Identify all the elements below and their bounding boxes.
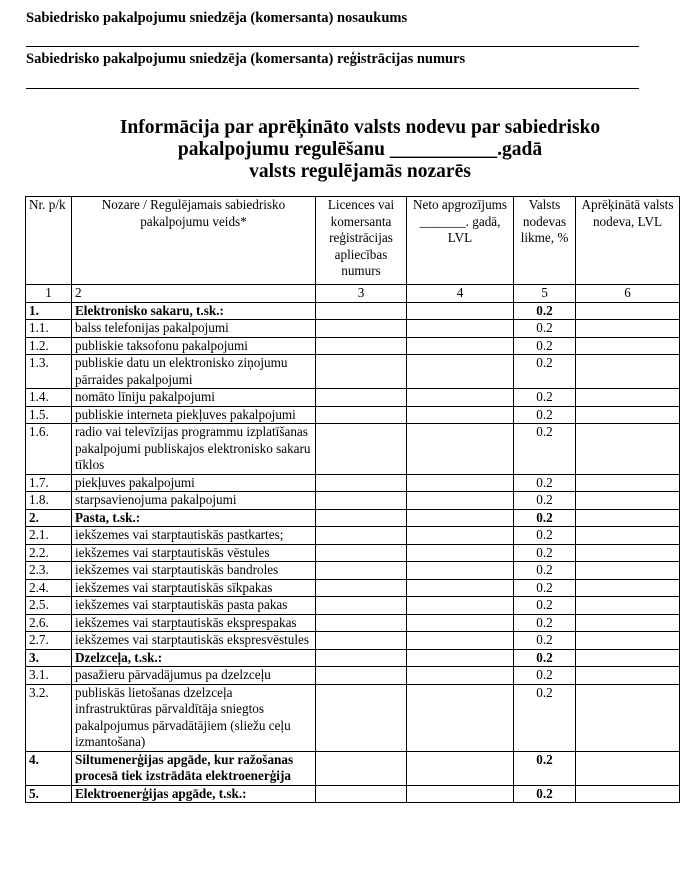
license-number-cell[interactable] [316, 684, 407, 751]
license-number-cell[interactable] [316, 649, 407, 667]
column-number: 1 [26, 285, 72, 303]
fee-rate-cell: 0.2 [514, 424, 576, 475]
table-row [26, 684, 680, 751]
row-sector-name: Pasta, t.sk.: [72, 509, 316, 527]
title-line-2: pakalpojumu regulēšanu ___________.gadā [177, 139, 543, 160]
column-number: 2 [72, 285, 316, 303]
license-number-cell[interactable] [316, 389, 407, 407]
license-number-cell[interactable] [316, 785, 407, 803]
row-sector-name: iekšzemes vai starptautiskās pastkartes; [72, 527, 316, 545]
fee-rate-cell: 0.2 [514, 667, 576, 685]
calculated-fee-cell[interactable] [576, 751, 680, 785]
row-number: 1.3. [26, 355, 72, 389]
fee-rate-cell: 0.2 [514, 527, 576, 545]
row-sector-name: radio vai televīzijas programmu izplatīšanas pakalpojumi publiskajos elektronisko sakaru tīklos [72, 424, 316, 475]
row-sector-name: Elektronisko sakaru, t.sk.: [72, 302, 316, 320]
row-number: 4. [26, 751, 72, 785]
net-turnover-cell[interactable] [407, 785, 514, 803]
fee-rate-cell: 0.2 [514, 320, 576, 338]
header-sector: Nozare / Regulējamais sabiedrisko pakalpojumu veids* [72, 197, 316, 285]
calculated-fee-cell[interactable] [576, 406, 680, 424]
net-turnover-cell[interactable] [407, 544, 514, 562]
row-sector-name: starpsavienojuma pakalpojumi [72, 492, 316, 510]
net-turnover-cell[interactable] [407, 751, 514, 785]
table-row [26, 474, 680, 492]
calculated-fee-cell[interactable] [576, 302, 680, 320]
fee-rate-cell: 0.2 [514, 562, 576, 580]
calculated-fee-cell[interactable] [576, 579, 680, 597]
row-sector-name: publiskie datu un elektronisko ziņojumu pārraides pakalpojumi [72, 355, 316, 389]
calculated-fee-cell[interactable] [576, 785, 680, 803]
calculated-fee-cell[interactable] [576, 544, 680, 562]
calculated-fee-cell[interactable] [576, 320, 680, 338]
calculated-fee-cell[interactable] [576, 389, 680, 407]
license-number-cell[interactable] [316, 544, 407, 562]
header-turnover: Neto apgrozījums _______. gadā, LVL [407, 197, 514, 285]
fee-rate-cell: 0.2 [514, 597, 576, 615]
row-number: 1.2. [26, 337, 72, 355]
row-number: 1. [26, 302, 72, 320]
row-sector-name: pasažieru pārvadājumus pa dzelzceļu [72, 667, 316, 685]
row-number: 1.8. [26, 492, 72, 510]
column-number: 6 [576, 285, 680, 303]
column-number: 5 [514, 285, 576, 303]
calculated-fee-cell[interactable] [576, 649, 680, 667]
license-number-cell[interactable] [316, 406, 407, 424]
license-number-cell[interactable] [316, 667, 407, 685]
license-number-cell[interactable] [316, 492, 407, 510]
net-turnover-cell[interactable] [407, 320, 514, 338]
row-sector-name: iekšzemes vai starptautiskās pasta pakas [72, 597, 316, 615]
fee-rate-cell: 0.2 [514, 355, 576, 389]
table-row [26, 492, 680, 510]
header-license: Licences vai komersanta reģistrācijas apliecības numurs [316, 197, 407, 285]
table-row [26, 597, 680, 615]
page-title [40, 117, 680, 183]
calculated-fee-cell[interactable] [576, 337, 680, 355]
fee-table [25, 196, 680, 803]
fee-rate-cell: 0.2 [514, 544, 576, 562]
net-turnover-cell[interactable] [407, 632, 514, 650]
row-sector-name: iekšzemes vai starptautiskās sīkpakas [72, 579, 316, 597]
table-row [26, 355, 680, 389]
net-turnover-cell[interactable] [407, 389, 514, 407]
row-number: 2.6. [26, 614, 72, 632]
fee-rate-cell: 0.2 [514, 406, 576, 424]
table-row [26, 302, 680, 320]
row-number: 1.1. [26, 320, 72, 338]
company-name-label: Sabiedrisko pakalpojumu sniedzēja (komersanta) nosaukums [26, 10, 408, 26]
net-turnover-cell[interactable] [407, 492, 514, 510]
fee-rate-cell: 0.2 [514, 579, 576, 597]
header-rate: Valsts nodevas likme, % [514, 197, 576, 285]
row-number: 3.2. [26, 684, 72, 751]
calculated-fee-cell[interactable] [576, 424, 680, 475]
fee-rate-cell: 0.2 [514, 492, 576, 510]
net-turnover-cell[interactable] [407, 684, 514, 751]
license-number-cell[interactable] [316, 302, 407, 320]
table-row [26, 527, 680, 545]
row-sector-name: nomāto līniju pakalpojumi [72, 389, 316, 407]
row-sector-name: Dzelzceļa, t.sk.: [72, 649, 316, 667]
fee-rate-cell: 0.2 [514, 632, 576, 650]
row-sector-name: iekšzemes vai starptautiskās eksprespakas [72, 614, 316, 632]
license-number-cell[interactable] [316, 751, 407, 785]
row-number: 1.4. [26, 389, 72, 407]
row-number: 2.3. [26, 562, 72, 580]
license-number-cell[interactable] [316, 474, 407, 492]
license-number-cell[interactable] [316, 509, 407, 527]
net-turnover-cell[interactable] [407, 649, 514, 667]
row-number: 5. [26, 785, 72, 803]
license-number-cell[interactable] [316, 355, 407, 389]
license-number-cell[interactable] [316, 320, 407, 338]
net-turnover-cell[interactable] [407, 509, 514, 527]
fee-rate-cell: 0.2 [514, 337, 576, 355]
row-sector-name: iekšzemes vai starptautiskās vēstules [72, 544, 316, 562]
fee-rate-cell: 0.2 [514, 302, 576, 320]
row-number: 2.7. [26, 632, 72, 650]
table-row [26, 667, 680, 685]
fee-rate-cell: 0.2 [514, 649, 576, 667]
calculated-fee-cell[interactable] [576, 527, 680, 545]
title-line-1: Informācija par aprēķināto valsts nodevu par sabiedrisko [119, 117, 601, 138]
fee-rate-cell: 0.2 [514, 614, 576, 632]
registration-number-label: Sabiedrisko pakalpojumu sniedzēja (komersanta) reģistrācijas numurs [26, 51, 466, 67]
header-nr: Nr. p/k [26, 197, 72, 285]
fee-rate-cell: 0.2 [514, 684, 576, 751]
table-row [26, 509, 680, 527]
license-number-cell[interactable] [316, 424, 407, 475]
table-row [26, 751, 680, 785]
registration-number-line[interactable] [26, 88, 639, 89]
calculated-fee-cell[interactable] [576, 597, 680, 615]
row-sector-name: publiskie taksofonu pakalpojumi [72, 337, 316, 355]
calculated-fee-cell[interactable] [576, 509, 680, 527]
net-turnover-cell[interactable] [407, 597, 514, 615]
row-number: 2. [26, 509, 72, 527]
license-number-cell[interactable] [316, 614, 407, 632]
net-turnover-cell[interactable] [407, 614, 514, 632]
net-turnover-cell[interactable] [407, 527, 514, 545]
fee-rate-cell: 0.2 [514, 509, 576, 527]
row-number: 1.5. [26, 406, 72, 424]
fee-rate-cell: 0.2 [514, 785, 576, 803]
fee-rate-cell: 0.2 [514, 751, 576, 785]
table-row [26, 649, 680, 667]
calculated-fee-cell[interactable] [576, 474, 680, 492]
table-row [26, 785, 680, 803]
row-number: 2.4. [26, 579, 72, 597]
table-row [26, 424, 680, 475]
net-turnover-cell[interactable] [407, 337, 514, 355]
table-row [26, 632, 680, 650]
title-line-3: valsts regulējamās nozarēs [249, 161, 471, 182]
table-row [26, 337, 680, 355]
calculated-fee-cell[interactable] [576, 632, 680, 650]
row-sector-name: piekļuves pakalpojumi [72, 474, 316, 492]
license-number-cell[interactable] [316, 597, 407, 615]
row-number: 1.7. [26, 474, 72, 492]
row-number: 2.2. [26, 544, 72, 562]
license-number-cell[interactable] [316, 562, 407, 580]
table-row [26, 579, 680, 597]
column-number: 4 [407, 285, 514, 303]
row-sector-name: Elektroenerģijas apgāde, t.sk.: [72, 785, 316, 803]
row-number: 2.5. [26, 597, 72, 615]
net-turnover-cell[interactable] [407, 562, 514, 580]
net-turnover-cell[interactable] [407, 667, 514, 685]
row-sector-name: publiskie interneta piekļuves pakalpojumi [72, 406, 316, 424]
row-sector-name: Siltumenerģijas apgāde, kur ražošanas procesā tiek izstrādāta elektroenerģija [72, 751, 316, 785]
table-row [26, 320, 680, 338]
table-body [26, 302, 680, 803]
fee-rate-cell: 0.2 [514, 389, 576, 407]
net-turnover-cell[interactable] [407, 424, 514, 475]
column-number: 3 [316, 285, 407, 303]
table-row [26, 544, 680, 562]
calculated-fee-cell[interactable] [576, 492, 680, 510]
calculated-fee-cell[interactable] [576, 667, 680, 685]
net-turnover-cell[interactable] [407, 579, 514, 597]
row-sector-name: balss telefonijas pakalpojumi [72, 320, 316, 338]
table-row [26, 406, 680, 424]
table-row [26, 562, 680, 580]
row-sector-name: publiskās lietošanas dzelzceļa infrastruktūras pārvaldītāja sniegtos pakalpojumus pārvadātājiem (sliežu ceļu izmantošana) [72, 684, 316, 751]
calculated-fee-cell[interactable] [576, 562, 680, 580]
license-number-cell[interactable] [316, 632, 407, 650]
row-sector-name: iekšzemes vai starptautiskās bandroles [72, 562, 316, 580]
license-number-cell[interactable] [316, 527, 407, 545]
header-fee: Aprēķinātā valsts nodeva, LVL [576, 197, 680, 285]
calculated-fee-cell[interactable] [576, 614, 680, 632]
row-number: 1.6. [26, 424, 72, 475]
row-sector-name: iekšzemes vai starptautiskās ekspresvēstules [72, 632, 316, 650]
row-number: 2.1. [26, 527, 72, 545]
company-name-line[interactable] [26, 46, 639, 47]
net-turnover-cell[interactable] [407, 302, 514, 320]
calculated-fee-cell[interactable] [576, 684, 680, 751]
table-row [26, 614, 680, 632]
license-number-cell[interactable] [316, 337, 407, 355]
license-number-cell[interactable] [316, 579, 407, 597]
net-turnover-cell[interactable] [407, 355, 514, 389]
table-row [26, 389, 680, 407]
fee-rate-cell: 0.2 [514, 474, 576, 492]
row-number: 3. [26, 649, 72, 667]
calculated-fee-cell[interactable] [576, 355, 680, 389]
net-turnover-cell[interactable] [407, 474, 514, 492]
row-number: 3.1. [26, 667, 72, 685]
net-turnover-cell[interactable] [407, 406, 514, 424]
